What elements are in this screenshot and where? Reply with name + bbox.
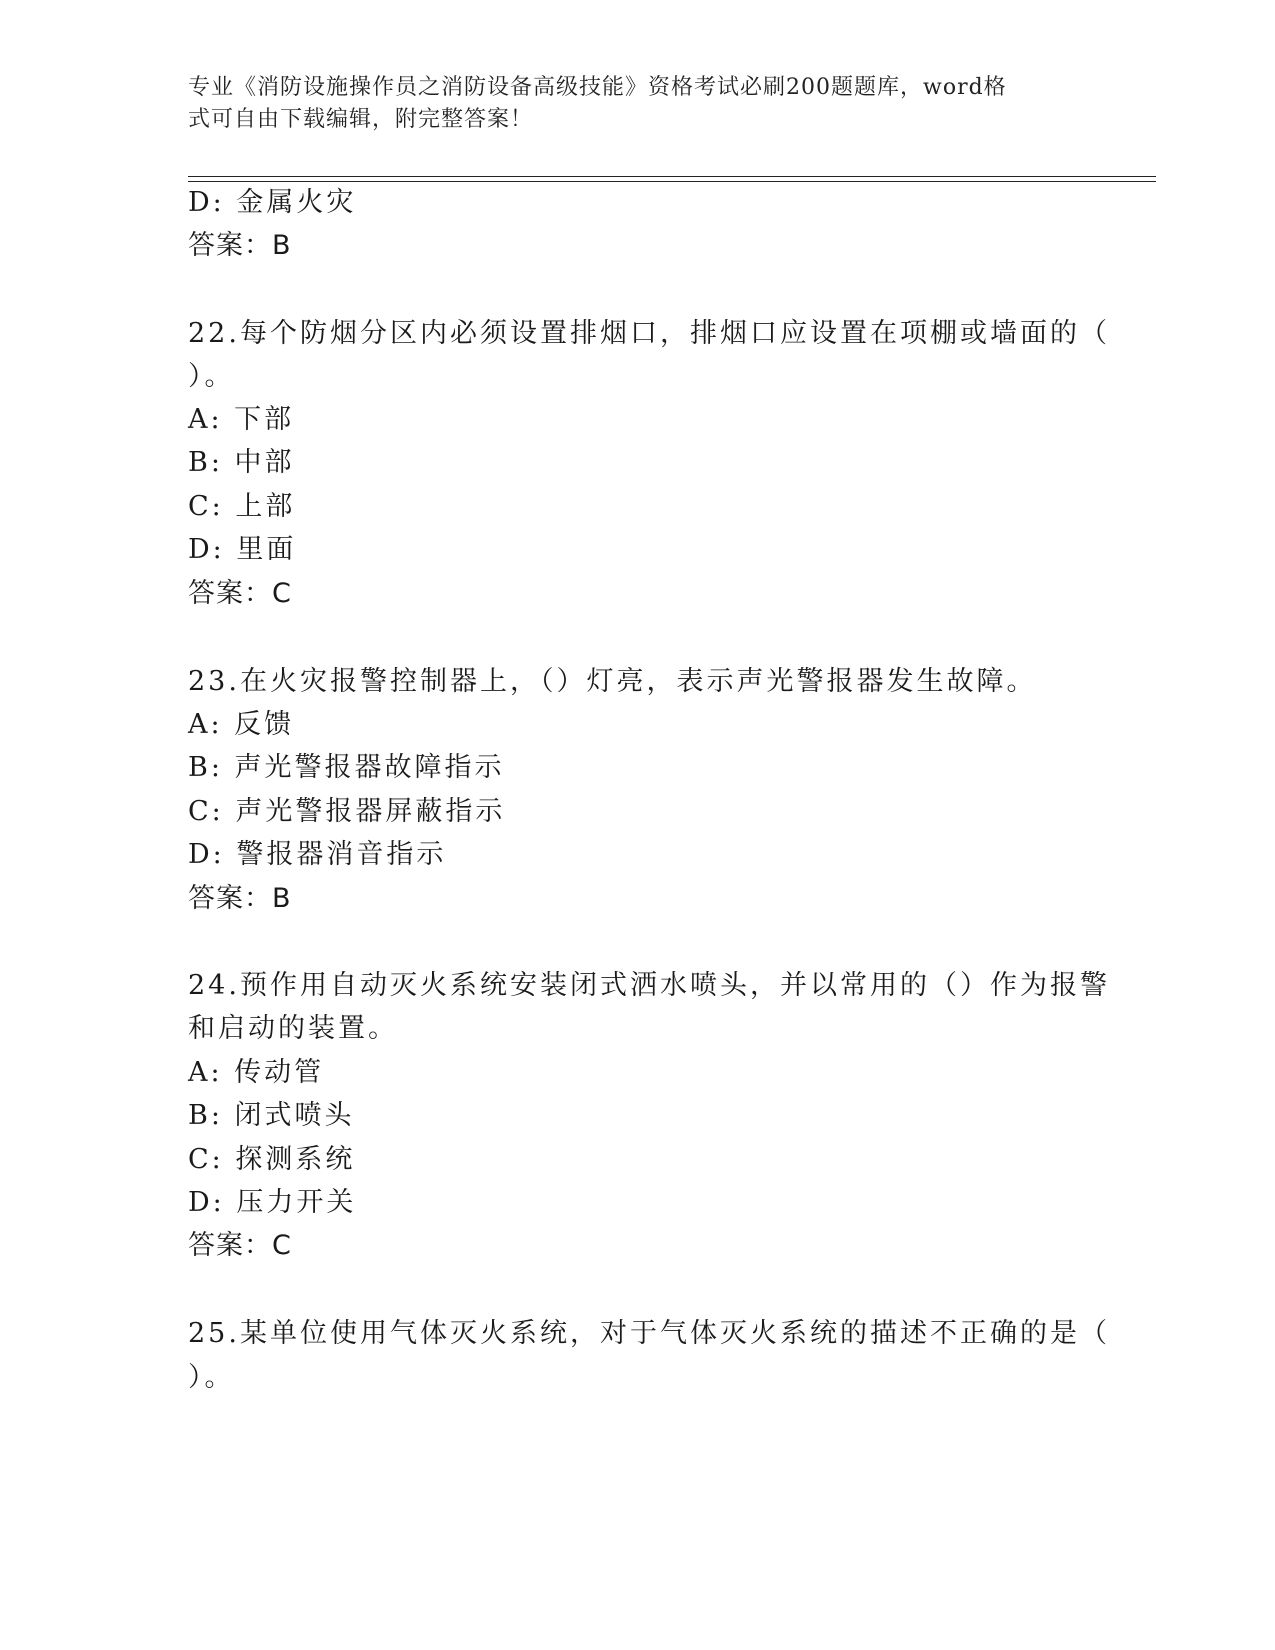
- prev-question-option-d: D: 金属火灾: [188, 187, 357, 218]
- question-22-answer: 答案：C: [188, 578, 292, 609]
- header-title-line-1: 专业《消防设施操作员之消防设备高级技能》资格考试必刷200题题库，word格: [188, 75, 1007, 100]
- question-22-option-c: C: 上部: [188, 491, 296, 522]
- question-23-option-a: A: 反馈: [188, 709, 295, 740]
- question-23-option-d: D: 警报器消音指示: [188, 839, 447, 870]
- question-24-stem-line-2: 和启动的装置。: [188, 1013, 398, 1044]
- question-24-stem-line-1: 24.预作用自动灭火系统安装闭式洒水喷头，并以常用的（）作为报警: [188, 970, 1110, 1001]
- header-title-line-2: 式可自由下载编辑，附完整答案！: [188, 107, 534, 132]
- question-22-option-b: B: 中部: [188, 447, 295, 478]
- question-25-stem-line-2: ）。: [188, 1362, 235, 1393]
- question-24-option-d: D: 压力开关: [188, 1187, 357, 1218]
- question-24-option-a: A: 传动管: [188, 1057, 325, 1088]
- question-25-stem-line-1: 25.某单位使用气体灭火系统，对于气体灭火系统的描述不正确的是（: [188, 1318, 1110, 1349]
- question-24-option-b: B: 闭式喷头: [188, 1100, 355, 1131]
- question-23-answer: 答案：B: [188, 883, 292, 914]
- question-22-stem-line-2: ）。: [188, 361, 235, 392]
- header-divider: [188, 176, 1156, 182]
- question-23-stem-line-1: 23.在火灾报警控制器上，（）灯亮，表示声光警报器发生故障。: [188, 666, 1037, 697]
- question-23-option-c: C: 声光警报器屏蔽指示: [188, 796, 506, 827]
- question-23-option-b: B: 声光警报器故障指示: [188, 752, 505, 783]
- question-22-stem-line-1: 22.每个防烟分区内必须设置排烟口，排烟口应设置在项棚或墙面的（: [188, 318, 1110, 349]
- page-header: [188, 72, 1088, 136]
- prev-question-answer: 答案：B: [188, 230, 292, 261]
- question-22-option-a: A: 下部: [188, 404, 295, 435]
- question-24-answer: 答案：C: [188, 1230, 292, 1261]
- question-24-option-c: C: 探测系统: [188, 1144, 356, 1175]
- question-22-option-d: D: 里面: [188, 534, 297, 565]
